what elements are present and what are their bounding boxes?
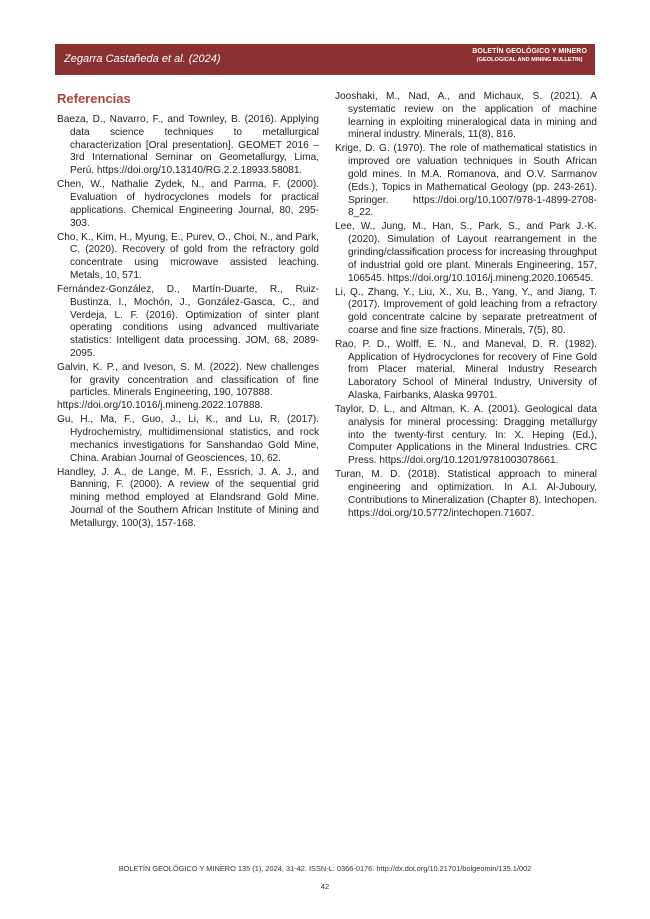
footer-citation: BOLETÍN GEOLÓGICO Y MINERO 135 (1), 2024, 31-42. ISSN-L: 0366-0176. http://dx.doi.org/10.21701/bolgeomin/135.1/002 [118,864,532,873]
journal-title-spanish: BOLETÍN GEOLÓGICO Y MINERO [472,48,587,55]
reference-item: Li, Q., Zhang, Y., Liu, X., Xu, B., Yang, Y., and Jiang, T. (2017). Improvement of gold leaching from a refractory gold concentrate calcine by separate pretreatment of coarse and fine size fractions. Minerals, 7(5), 80. [335,286,597,336]
reference-item: Cho, K., Kim, H., Myung, E., Purev, O., Choi, N., and Park, C. (2020). Recovery of gold from the refractory gold concentrate using microwave assisted leaching. Metals, 10, 571. [57,231,319,281]
reference-item: Taylor, D. L., and Altman, K. A. (2001). Geological data analysis for mineral processing: Dragging metallurgy into the twenty-first century. In: X. Heping (Ed.), Computer Applications in the Mineral Industries. CRC Press. https://doi.org/10.1201/9781003078661. [335,404,597,467]
reference-item: Gu, H., Ma, F., Guo, J., Li, K., and Lu, R. (2017). Hydrochemistry, multidimensional statistics, and rock mechanics investigations for Sanshandao Gold Mine, China. Arabian Journal of Geosciences, 10, 62. [57,414,319,464]
section-heading: Referencias [57,91,131,106]
running-head-author: Zegarra Castañeda et al. (2024) [64,53,221,65]
journal-title-english: (GEOLOGICAL AND MINING BULLETIN) [476,57,583,63]
reference-item: Lee, W., Jung, M., Han, S., Park, S., and Park J.-K. (2020). Simulation of Layout rearrangement in the grinding/classification process for increasing throughput of industrial gold ore plant. Minerals Engineering, 157, 106545. https://doi.org/10.1016/j.mineng.2020.106545. [335,221,597,284]
reference-item: Krige, D. G. (1970). The role of mathematical statistics in improved ore valuation techniques in South African gold mines. In M.A. Romanova, and O.V. Sarmanov (Eds.), Topics in Mathematical Geology (pp. 243-261). Springer. https://doi.org/10.1007/978-1-4899-2708-8_22. [335,143,597,219]
header-band [55,44,595,75]
references-column-right [335,91,597,522]
journal-title [472,48,587,63]
reference-doi-line[interactable]: https://doi.org/10.1016/j.mineng.2022.107888. [57,400,263,412]
reference-item: Baeza, D., Navarro, F., and Townley, B. (2016). Applying data science techniques to metallurgical characterization [Oral presentation]. GEOMET 2016 – 3rd International Seminar on Geometallurgy, Lima, Perú. https://doi.org/10.13140/RG.2.2.18933.58081. [57,114,319,177]
reference-item: Galvin, K. P., and Iveson, S. M. (2022). New challenges for gravity concentration and classification of fine particles. Minerals Engineering, 190, 107888. [57,361,319,399]
reference-item: Rao, P. D., Wolff, E. N., and Maneval, D. R. (1982). Application of Hydrocyclones for recovery of Fine Gold from Placer material. Mineral Industry Research Laboratory School of Mineral Industry, University of Alaska, Fairbanks, Alaska 99701. [335,338,597,402]
reference-item: Chen, W., Nathalie Zydek, N., and Parma, F. (2000). Evaluation of hydrocyclones models for practical applications. Chemical Engineering Journal, 80, 295-303. [57,179,319,229]
references-column-left [57,114,319,532]
reference-item: Turan, M. D. (2018). Statistical approach to mineral engineering and optimization. In A.I. Al-Juboury, Contributions to Mineralization (Chapter 8). Intechopen. https://doi.org/10.5772/intechopen.71607. [335,469,597,519]
reference-item: Handley, J. A., de Lange, M. F., Essrich, J. A. J., and Banning, F. (2000). A review of the sequential grid mining method employed at Elandsrand Gold Mine. Journal of the Southern African Institute of Mining and Metallurgy, 100(3), 157-168. [57,466,319,529]
reference-item: Jooshaki, M., Nad, A., and Michaux, S. (2021). A systematic review on the application of machine learning in exploiting mineralogical data in mining and mineral industry. Minerals, 11(8), 816. [335,91,597,141]
reference-item: Fernández-González, D., Martín-Duarte, R., Ruiz-Bustinza, I., Mochón, J., González-Gasca, C., and Verdeja, L. F. (2016). Optimization of sinter plant operating conditions using advanced multivariate statistics: Intelligent data processing. JOM, 68, 2089-2095. [57,283,319,359]
page-number: 42 [320,882,330,891]
